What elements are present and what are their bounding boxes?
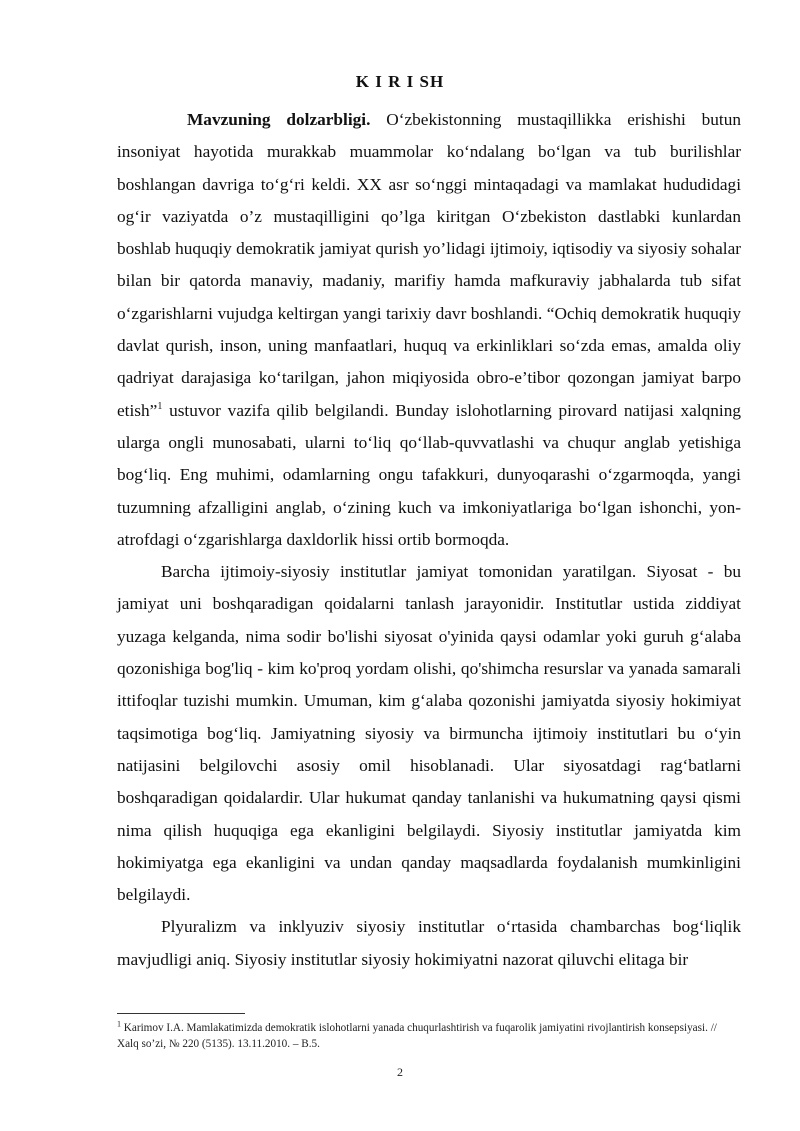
paragraph-3: Plyuralizm va inklyuziv siyosiy institutlar o‘rtasida chambarchas bog‘liqlik mavjudligi aniq. Siyosiy institutlar siyosiy hokimiyatni nazorat qiluvchi elitaga bir — [117, 917, 741, 969]
footnote-text: Karimov I.A. Mamlakatimizda demokratik islohotlarni yanada chuqurlashtirish va fuqarolik jamiyatini rivojlantirish konsepsiyasi. // Xalq so’zi, № 220 (5135). 13.11.2010. – B.5. — [117, 1022, 717, 1050]
paragraph-1-text-b: ustuvor vazifa qilib belgilandi. Bunday islohotlarning pirovard natijasi xalqning ularga ongli munosabati, ularni to‘liq qo‘llab-quvvatlashi va chuqur anglab yetishiga bog‘liq. Eng muhimi, odamlarning ongu tafakkuri, dunyoqarashi o‘zgarmoqda, yangi tuzumning afzalligini anglab, o‘zining kuch va imkoniyatlariga bo‘lgan ishonchi, yon-atrofdagi o‘zgarishlarga daxldorlik hissi ortib bormoqda. — [117, 400, 741, 549]
footnote-divider — [117, 1013, 245, 1014]
footnote — [117, 1020, 737, 1052]
page-number: 2 — [397, 1065, 403, 1079]
paragraph-1 — [117, 104, 741, 556]
section-heading: K I R I SH — [355, 72, 445, 91]
body-text — [117, 104, 741, 976]
paragraph-1-text-a: O‘zbekistonning mustaqillikka erishishi butun insoniyat hayotida murakkab muammolar ko‘ndalang bo‘lgan va tub burilishlar boshlangan davriga to‘g‘ri keldi. XX asr so‘nggi mintaqadagi va mamlakat hududidagi og‘ir vaziyatda o’z mustaqilligini qo’lga kiritgan O‘zbekiston dastlabki kunlardan boshlab huquqiy demokratik jamiyat qurish yo’lidagi ijtimoiy, iqtisodiy va siyosiy sohalar bilan bir qatorda manaviy, madaniy, marifiy hamda mafkuraviy jabhalarda tub sifat o‘zgarishlarni vujudga keltirgan yangi tarixiy davr boshlandi. “Ochiq demokratik huquqiy davlat qurish, inson, uning manfaatlari, huquq va erkinliklari so‘zda emas, amalda oliy qadriyat darajasiga ko‘tarilgan, jahon miqiyosida obro-e’tibor qozongan jamiyat barpo etish” — [117, 110, 741, 420]
footnote-marker: 1 — [117, 1019, 121, 1029]
footnote-reference[interactable]: 1 — [157, 400, 163, 412]
paragraph-2: Barcha ijtimoiy-siyosiy institutlar jamiyat tomonidan yaratilgan. Siyosat - bu jamiyat uni boshqaradigan qoidalarni tanlash jarayonidir. Institutlar ustida ziddiyat yuzaga kelganda, nima sodir bo'lishi siyosat o'yinida qaysi odamlar yoki guruh g‘alaba qozonishiga bog'liq - kim ko'proq yordam olishi, qo'shimcha resurslar va yanada samarali ittifoqlar tuzishi mumkin. Umuman, kim g‘alaba qozonishi jamiyatda siyosiy hokimiyat taqsimotiga bog‘liq. Jamiyatning siyosiy va birmuncha ijtimoiy institutlari bu o‘yin natijasini belgilovchi asosiy omil hisoblanadi. Ular siyosatdagi rag‘batlarni boshqaradigan qoidalardir. Ular hukumat qanday tanlanishi va hukumatning qaysi qismi nima qilish huquqiga ega ekanligini belgilaydi. Siyosiy institutlar jamiyatda kim hokimiyatga ega ekanligini va undan qanday maqsadlarda foydalanish mumkinligini belgilaydi. — [117, 562, 741, 905]
paragraph-1-bold-lead: Mavzuning dolzarbligi. — [187, 110, 371, 129]
